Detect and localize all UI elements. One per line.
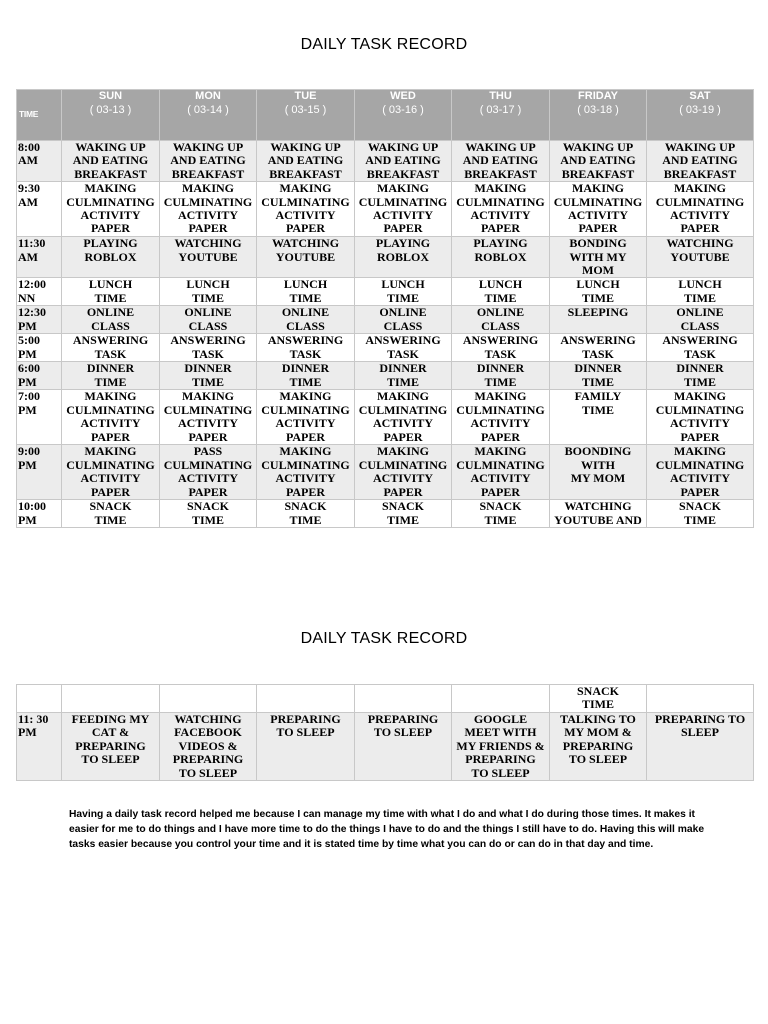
day-header-wed bbox=[355, 90, 452, 141]
task-cell: ONLINE CLASS bbox=[160, 306, 257, 334]
day-name: MON bbox=[195, 90, 221, 102]
task-cell: PLAYING ROBLOX bbox=[355, 237, 452, 278]
day-name: WED bbox=[390, 90, 416, 102]
task-cell: BOONDING WITH MY MOM bbox=[550, 445, 647, 500]
day-date: ( 03-17 ) bbox=[479, 104, 522, 117]
task-cell: WAKING UP AND EATING BREAKFAST bbox=[355, 141, 452, 182]
time-column-header: TIME bbox=[17, 90, 62, 141]
task-cell: MAKING CULMINATING ACTIVITY PAPER bbox=[355, 182, 452, 237]
task-cell: SNACK TIME bbox=[62, 500, 160, 528]
task-cell: ANSWERING TASK bbox=[647, 334, 754, 362]
task-cell: ONLINE CLASS bbox=[647, 306, 754, 334]
task-cell: WATCHING YOUTUBE bbox=[160, 237, 257, 278]
task-cell: MAKING CULMINATING ACTIVITY PAPER bbox=[62, 390, 160, 445]
task-cell: MAKING CULMINATING ACTIVITY PAPER bbox=[550, 182, 647, 237]
task-cell: MAKING CULMINATING ACTIVITY PAPER bbox=[160, 390, 257, 445]
table-row bbox=[17, 182, 754, 237]
task-cell: MAKING CULMINATING ACTIVITY PAPER bbox=[257, 182, 355, 237]
task-cell: MAKING CULMINATING ACTIVITY PAPER bbox=[62, 182, 160, 237]
task-cell: DINNER TIME bbox=[257, 362, 355, 390]
task-cell: WAKING UP AND EATING BREAKFAST bbox=[647, 141, 754, 182]
task-cell: PREPARING TO SLEEP bbox=[257, 713, 355, 781]
time-cell bbox=[17, 685, 62, 713]
day-date: ( 03-19 ) bbox=[679, 104, 721, 117]
time-cell: 12:30 PM bbox=[17, 306, 62, 334]
task-cell bbox=[355, 685, 452, 713]
task-cell: SNACK TIME bbox=[550, 685, 647, 713]
task-cell: ANSWERING TASK bbox=[160, 334, 257, 362]
day-name: TUE bbox=[294, 90, 317, 102]
task-cell: ONLINE CLASS bbox=[355, 306, 452, 334]
time-cell: 7:00 PM bbox=[17, 390, 62, 445]
time-cell: 11: 30 PM bbox=[17, 713, 62, 781]
task-cell: DINNER TIME bbox=[647, 362, 754, 390]
task-cell: SLEEPING bbox=[550, 306, 647, 334]
task-cell bbox=[62, 685, 160, 713]
task-cell: LUNCH TIME bbox=[647, 278, 754, 306]
task-cell: MAKING CULMINATING ACTIVITY PAPER bbox=[355, 390, 452, 445]
day-date: ( 03-15 ) bbox=[284, 104, 327, 117]
task-cell: SNACK TIME bbox=[160, 500, 257, 528]
table-row bbox=[17, 334, 754, 362]
task-cell: PLAYING ROBLOX bbox=[62, 237, 160, 278]
daily-task-table bbox=[16, 89, 754, 528]
daily-task-table-continued bbox=[16, 684, 754, 781]
table-row bbox=[17, 306, 754, 334]
table-row bbox=[17, 141, 754, 182]
table-row bbox=[17, 445, 754, 500]
time-cell: 8:00 AM bbox=[17, 141, 62, 182]
time-cell: 10:00 PM bbox=[17, 500, 62, 528]
task-cell bbox=[160, 685, 257, 713]
task-cell: ONLINE CLASS bbox=[257, 306, 355, 334]
task-cell: DINNER TIME bbox=[62, 362, 160, 390]
task-cell: WATCHING FACEBOOK VIDEOS & PREPARING TO SLEEP bbox=[160, 713, 257, 781]
task-cell: LUNCH TIME bbox=[62, 278, 160, 306]
task-cell: WATCHING YOUTUBE AND bbox=[550, 500, 647, 528]
day-name: FRIDAY bbox=[578, 90, 618, 102]
task-cell: MAKING CULMINATING ACTIVITY PAPER bbox=[257, 390, 355, 445]
task-cell bbox=[452, 685, 550, 713]
task-cell: WATCHING YOUTUBE bbox=[647, 237, 754, 278]
task-cell: DINNER TIME bbox=[355, 362, 452, 390]
task-cell: MAKING CULMINATING ACTIVITY PAPER bbox=[355, 445, 452, 500]
table-row bbox=[17, 278, 754, 306]
task-cell: LUNCH TIME bbox=[257, 278, 355, 306]
day-header-thu bbox=[452, 90, 550, 141]
task-cell: DINNER TIME bbox=[452, 362, 550, 390]
task-cell: DINNER TIME bbox=[160, 362, 257, 390]
day-name: SAT bbox=[689, 90, 711, 102]
task-cell: SNACK TIME bbox=[647, 500, 754, 528]
task-cell: MAKING CULMINATING ACTIVITY PAPER bbox=[257, 445, 355, 500]
task-cell: SNACK TIME bbox=[257, 500, 355, 528]
time-cell: 9:30 AM bbox=[17, 182, 62, 237]
task-cell: WAKING UP AND EATING BREAKFAST bbox=[160, 141, 257, 182]
task-cell: MAKING CULMINATING ACTIVITY PAPER bbox=[62, 445, 160, 500]
time-cell: 6:00 PM bbox=[17, 362, 62, 390]
task-cell: SNACK TIME bbox=[452, 500, 550, 528]
task-cell: PLAYING ROBLOX bbox=[452, 237, 550, 278]
day-header-sat bbox=[647, 90, 754, 141]
task-cell: MAKING CULMINATING ACTIVITY PAPER bbox=[647, 182, 754, 237]
task-cell: GOOGLE MEET WITH MY FRIENDS & PREPARING TO SLEEP bbox=[452, 713, 550, 781]
task-cell: LUNCH TIME bbox=[550, 278, 647, 306]
task-cell: FEEDING MY CAT & PREPARING TO SLEEP bbox=[62, 713, 160, 781]
task-cell: FAMILY TIME bbox=[550, 390, 647, 445]
task-cell bbox=[257, 685, 355, 713]
task-cell: MAKING CULMINATING ACTIVITY PAPER bbox=[452, 390, 550, 445]
day-name: SUN bbox=[98, 90, 123, 102]
table-row bbox=[17, 713, 754, 781]
task-cell: WAKING UP AND EATING BREAKFAST bbox=[550, 141, 647, 182]
task-cell: MAKING CULMINATING ACTIVITY PAPER bbox=[647, 390, 754, 445]
task-cell: ANSWERING TASK bbox=[355, 334, 452, 362]
task-cell: MAKING CULMINATING ACTIVITY PAPER bbox=[452, 445, 550, 500]
task-cell: ONLINE CLASS bbox=[452, 306, 550, 334]
task-cell bbox=[647, 685, 754, 713]
task-cell: ANSWERING TASK bbox=[550, 334, 647, 362]
page-title-repeat: DAILY TASK RECORD bbox=[300, 630, 468, 647]
table-row bbox=[17, 390, 754, 445]
task-cell: WAKING UP AND EATING BREAKFAST bbox=[62, 141, 160, 182]
day-header-friday bbox=[550, 90, 647, 141]
day-header-mon bbox=[160, 90, 257, 141]
table-row bbox=[17, 685, 754, 713]
time-cell: 12:00 NN bbox=[17, 278, 62, 306]
task-cell: MAKING CULMINATING ACTIVITY PAPER bbox=[160, 182, 257, 237]
day-header-sun bbox=[62, 90, 160, 141]
day-date: ( 03-16 ) bbox=[382, 104, 424, 117]
task-cell: WATCHING YOUTUBE bbox=[257, 237, 355, 278]
time-cell: 5:00 PM bbox=[17, 334, 62, 362]
task-cell: PASS CULMINATING ACTIVITY PAPER bbox=[160, 445, 257, 500]
task-cell: ANSWERING TASK bbox=[62, 334, 160, 362]
task-cell: PREPARING TO SLEEP bbox=[647, 713, 754, 781]
task-cell: TALKING TO MY MOM & PREPARING TO SLEEP bbox=[550, 713, 647, 781]
table-row bbox=[17, 500, 754, 528]
time-cell: 9:00 PM bbox=[17, 445, 62, 500]
table-header-row bbox=[17, 90, 754, 141]
task-cell: WAKING UP AND EATING BREAKFAST bbox=[452, 141, 550, 182]
task-cell: ONLINE CLASS bbox=[62, 306, 160, 334]
task-cell: MAKING CULMINATING ACTIVITY PAPER bbox=[452, 182, 550, 237]
task-cell: PREPARING TO SLEEP bbox=[355, 713, 452, 781]
task-cell: LUNCH TIME bbox=[452, 278, 550, 306]
day-header-tue bbox=[257, 90, 355, 141]
day-date: ( 03-14 ) bbox=[187, 104, 229, 117]
task-cell: ANSWERING TASK bbox=[452, 334, 550, 362]
day-date: ( 03-18 ) bbox=[577, 104, 619, 117]
task-cell: MAKING CULMINATING ACTIVITY PAPER bbox=[647, 445, 754, 500]
task-cell: WAKING UP AND EATING BREAKFAST bbox=[257, 141, 355, 182]
page-title: DAILY TASK RECORD bbox=[300, 36, 468, 53]
table-row bbox=[17, 362, 754, 390]
time-cell: 11:30 AM bbox=[17, 237, 62, 278]
task-cell: ANSWERING TASK bbox=[257, 334, 355, 362]
task-cell: LUNCH TIME bbox=[160, 278, 257, 306]
table-row bbox=[17, 237, 754, 278]
task-cell: SNACK TIME bbox=[355, 500, 452, 528]
task-cell: LUNCH TIME bbox=[355, 278, 452, 306]
day-name: THU bbox=[489, 90, 512, 102]
task-cell: DINNER TIME bbox=[550, 362, 647, 390]
task-cell: BONDING WITH MY MOM bbox=[550, 237, 647, 278]
day-date: ( 03-13 ) bbox=[89, 104, 132, 117]
reflection-paragraph: Having a daily task record helped me because I can manage my time with what I do and what I do during those times. It makes it easier for me to do things and I have more time to do the things I have to do and the things I still have to do. Having this will make tasks easier because you control your time and it is stated time by time what you can do or can do in that day and time. bbox=[69, 809, 705, 850]
